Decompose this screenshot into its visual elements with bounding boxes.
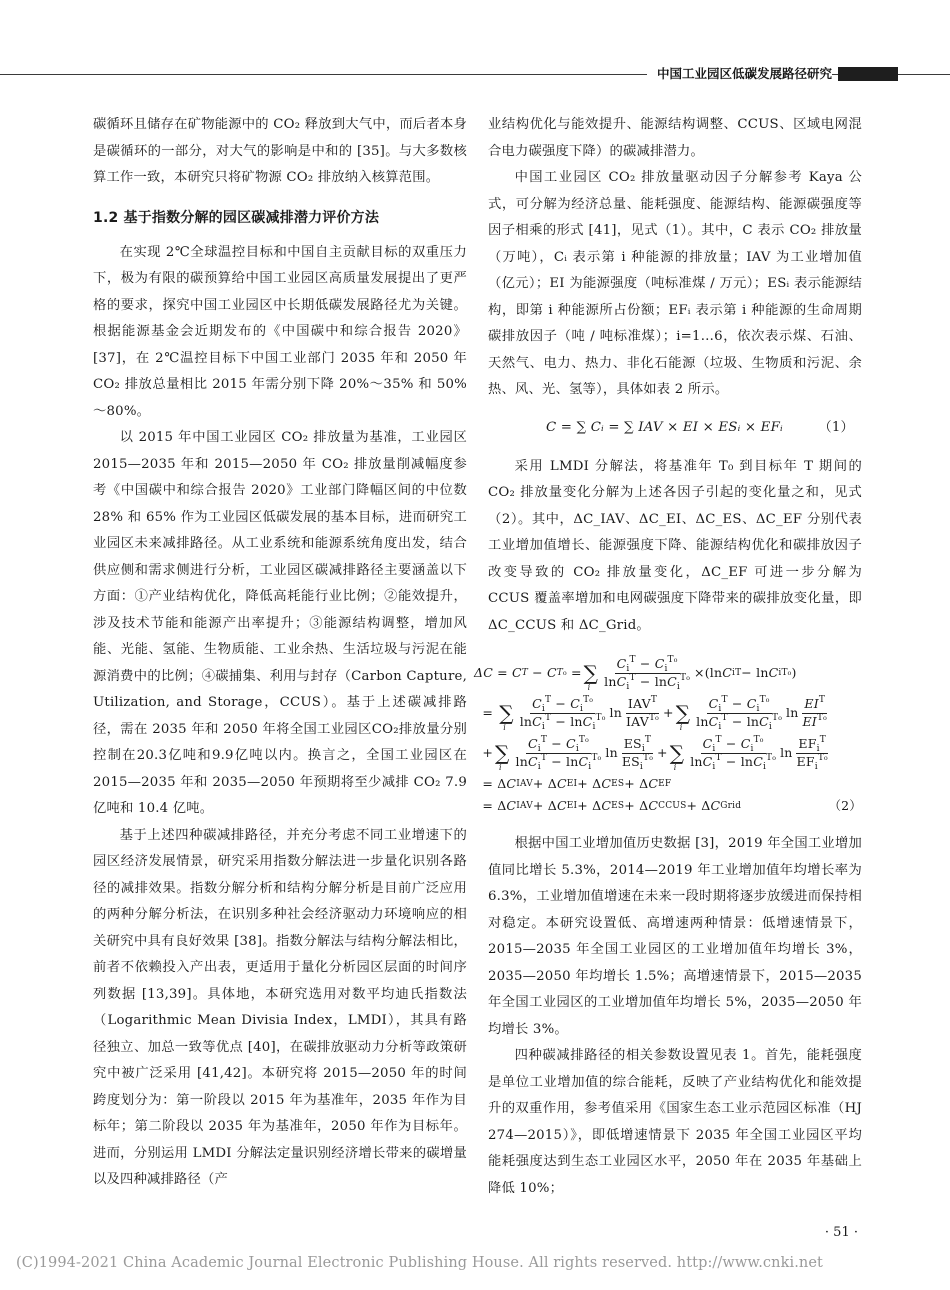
equation-2-line-5: = Δ C IAV + Δ C EI + Δ C ES + Δ C CCUS + Δ C Grid （2） bbox=[474, 797, 862, 813]
page-number: · 51 · bbox=[824, 1225, 858, 1240]
equation-1 bbox=[488, 404, 862, 454]
equation-1-body: C = ∑ Cᵢ = ∑ IAV × EI × ESᵢ × EFᵢ bbox=[546, 420, 783, 436]
right-paragraph-3: 采用 LMDI 分解法，将基准年 T₀ 到目标年 T 期间的 CO₂ 排放量变化分解为上述各因子引起的变化量之和，见式（2）。其中，ΔC_IAV、ΔC_EI、ΔC_ES、ΔC_EF 分别代表工业增加值增长、能源强度下降、能源结构优化和碳排放因子改变导致的 CO₂ 排放量变化，ΔC_EF 可进一步分解为 CCUS 覆盖率增加和电网碳强度下降带来的碳排放变化量，即 ΔC_CCUS 和 ΔC_Grid。 bbox=[488, 458, 862, 633]
right-paragraph-2: 中国工业园区 CO₂ 排放量驱动因子分解参考 Kaya 公式，可分解为经济总量、能耗强度、能源结构、能源碳强度等因子相乘的形式 [41]，见式（1）。其中，C 表示 CO₂ 排放量（万吨），Cᵢ 表示第 i 种能源的排放量；IAV 为工业增加值（亿元）；EI 为能源强度（吨标准煤 / 万元）；ESᵢ 表示能源结构，即第 i 种能源所占份额；EFᵢ 表示第 i 种能源的生命周期碳排放因子（吨 / 吨标准煤）；i=1…6，依次表示煤、石油、天然气、电力、热力、非化石能源（垃圾、生物质和污泥、余热、风、光、氢等），具体如表 2 所示。 bbox=[488, 170, 862, 397]
equation-1-number: （1） bbox=[818, 420, 854, 436]
equation-2-line-3: + ∑ i $\frac{C_i^T - C_i^{T_0}}{\ln C_i^T - \ln C_i^{T_0}}$ ln $\frac{ES_i^T}{ES_i^{T_0}}$ + ∑ i $\frac{C_i^T - C_i^{T_0}}{\ln C_i^T - \ln C_i^{T_0}}$ ln $\frac{EF_i^T}{EF_i^{T_0}}$ bbox=[474, 735, 828, 772]
left-paragraph-2: 在实现 2℃全球温控目标和中国自主贡献目标的双重压力下，极为有限的碳预算给中国工业园区高质量发展提出了更严格的要求，探究中国工业园区中长期低碳发展路径尤为关键。根据能源基金会近期发布的《中国碳中和综合报告 2020》[37]，在 2℃温控目标下中国工业部门 2035 年和 2050 年 CO₂ 排放总量相比 2015 年需分别下降 20%～35% 和 50%～80%。 bbox=[93, 244, 467, 419]
section-heading: 1.2 基于指数分解的园区碳减排潜力评价方法 bbox=[93, 209, 380, 226]
header-bar bbox=[838, 67, 898, 81]
left-column bbox=[93, 112, 467, 1194]
equation-2-line-1: ΔC = C T − C T₀ = ∑ i $\frac{C_i^T - C_i^{T_0}}{\ln C_i^T - \ln C_i^{T_0}}$ ×(ln C i T − ln C i T₀ ) bbox=[474, 655, 797, 692]
left-paragraph-4: 基于上述四种碳减排路径，并充分考虑不同工业增速下的园区经济发展情景，研究采用指数分解法进一步量化识别各路径的减排效果。指数分解分析和结构分解分析是目前广泛应用的两种分解分析法，在识别多种社会经济驱动力环境响应的相关研究中具有良好效果 [38]。指数分解法与结构分解法相比，前者不依赖投入产出表，更适用于量化分析园区层面的时间序列数据 [13,39]。具体地，本研究选用对数平均迪氏指数法（Logarithmic Mean Divisia Index，LMDI），其具有路径独立、加总一致等优点 [40]，在碳排放驱动力分析等政策研究中被广泛采用 [41,42]。本研究将 2015—2050 年的时间跨度划分为：第一阶段以 2015 年为基准年，2035 年作为目标年；第二阶段以 2035 年为基准年，2050 年作为目标年。进而，分别运用 LMDI 分解法定量识别经济增长带来的碳增量以及四种减排路径（产 bbox=[93, 827, 467, 1187]
running-header: 中国工业园区低碳发展路径研究 bbox=[647, 66, 832, 82]
right-paragraph-1: 业结构优化与能效提升、能源结构调整、CCUS、区域电网混合电力碳强度下降）的碳减排潜力。 bbox=[488, 117, 862, 159]
equation-2-line-4: = Δ C IAV + Δ C EI + Δ C ES + Δ C EF bbox=[474, 775, 672, 791]
right-paragraph-5: 四种碳减排路径的相关参数设置见表 1。首先，能耗强度是单位工业增加值的综合能耗，反映了产业结构优化和能效提升的双重作用，参考值采用《国家生态工业示范园区标准（HJ 274—2015）》，即低增速情景下 2035 年全国工业园区平均能耗强度达到生态工业园区水平，2050 年在 2035 年基础上降低 10%； bbox=[488, 1048, 862, 1196]
equation-2-number: （2） bbox=[828, 797, 862, 813]
right-column bbox=[474, 112, 862, 1202]
copyright-footer: (C)1994-2021 China Academic Journal Electronic Publishing House. All rights reserved. http://www.cnki.net bbox=[16, 1255, 823, 1271]
equation-2 bbox=[474, 653, 862, 817]
equation-2-line-2: = ∑ i $\frac{C_i^T - C_i^{T_0}}{\ln C_i^T - \ln C_i^{T_0}}$ ln $\frac{IAV^T}{IAV^{T_0}}$ + ∑ i $\frac{C_i^T - C_i^{T_0}}{\ln C_i^T - \ln C_i^{T_0}}$ ln $\frac{EI^T}{EI^{T_0}}$ bbox=[474, 695, 827, 732]
left-paragraph-3: 以 2015 年中国工业园区 CO₂ 排放量为基准，工业园区 2015—2035 年和 2015—2050 年 CO₂ 排放量削减幅度参考《中国碳中和综合报告 2020》工业部门降幅区间的中位数 28% 和 65% 作为工业园区低碳发展的基本目标，进而研究工业园区未来减排路径。从工业系统和能源系统角度出发，结合供应侧和需求侧进行分析，工业园区碳减排路径主要涵盖以下方面：①产业结构优化，降低高耗能行业比例；②能效提升，涉及技术节能和能源产出率提升；③能源结构调整，增加风能、光能、氢能、生物质能、工业余热、生活垃圾与污泥在能源消费中的比例；④碳捕集、利用与封存（Carbon Capture, Utilization, and Storage，CCUS）。基于上述碳减排路径，需在 2035 年和 2050 年将全国工业园区CO₂排放量分别控制在20.3亿吨和9.9亿吨以内。换言之，全国工业园区在 2015—2035 年和 2035—2050 年预期将至少减排 CO₂ 7.9 亿吨和 10.4 亿吨。 bbox=[93, 430, 467, 816]
left-paragraph-1: 碳循环且储存在矿物能源中的 CO₂ 释放到大气中，而后者本身是碳循环的一部分，对大气的影响是中和的 [35]。与大多数核算工作一致，本研究只将矿物源 CO₂ 排放纳入核算范围。 bbox=[93, 117, 467, 185]
right-paragraph-4: 根据中国工业增加值历史数据 [3]，2019 年全国工业增加值同比增长 5.3%，2014—2019 年工业增加值年均增长率为 6.3%，工业增加值增速在未来一段时期将逐步放缓进而保持相对稳定。本研究设置低、高增速两种情景：低增速情景下，2015—2035 年全国工业园区的工业增加值年均增长 3%，2035—2050 年均增长 1.5%；高增速情景下，2015—2035 年全国工业园区的工业增加值年均增长 5%，2035—2050 年均增长 3%。 bbox=[488, 836, 862, 1037]
